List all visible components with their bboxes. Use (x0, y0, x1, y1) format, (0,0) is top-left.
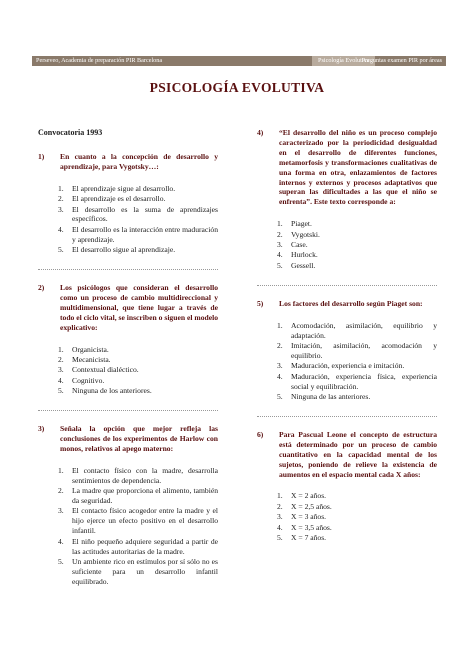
question-text: Para Pascual Leone el concepto de estructura está determinado por un proceso de cambio cuantitativo en la capacidad mental de los sujetos, poniendo de relieve la existencia de aumentos en el espacio mental cada X años: (279, 429, 437, 479)
answer-option (58, 486, 218, 506)
right-column (257, 128, 437, 557)
option-text: La madre que proporciona el alimento, también da seguridad. (72, 486, 218, 506)
option-number: 1. (58, 344, 64, 354)
answer-option (277, 341, 437, 361)
option-number: 5. (277, 260, 283, 270)
left-column (38, 128, 218, 601)
header-academy: Perseveo, Academia de preparación PIR Barcelona (36, 57, 163, 64)
answer-option (277, 533, 437, 543)
option-number: 4. (58, 536, 64, 546)
answer-option (277, 502, 437, 512)
question (38, 283, 218, 333)
question-text: Señala la opción que mejor refleja las conclusiones de los experimentos de Harlow con monos, relativos al apego materno: (60, 424, 218, 453)
question-number: 6) (257, 429, 264, 439)
answer-option (58, 557, 218, 587)
option-text: El contacto físico acogedor entre la madre y el hijo ejerce un efecto positivo en el desarrollo infantil. (72, 506, 218, 536)
running-header (32, 56, 446, 66)
answer-option (58, 184, 218, 194)
answer-options (277, 491, 437, 543)
option-text: El aprendizaje sigue al desarrollo. (72, 183, 176, 193)
option-text: Ninguna de los anteriores. (72, 386, 152, 396)
answer-options (58, 345, 218, 397)
question (38, 424, 218, 454)
option-text: Imitación, asimilación, acomodación y equilibrio. (291, 341, 437, 360)
question-text: Los psicólogos que consideran el desarrollo como un proceso de cambio multidireccional y multidimensional, que tiene lugar a través de todo el ciclo vital, se inscriben o siguen el modelo explicativo: (60, 283, 218, 332)
option-number: 5. (277, 392, 283, 402)
option-number: 1. (277, 491, 283, 501)
option-text: Piaget. (291, 219, 312, 229)
header-section: Preguntas examen PIR por áreas (361, 57, 442, 64)
option-number: 4. (58, 375, 64, 385)
option-text: El desarrollo es la interacción entre maduración y aprendizaje. (72, 224, 218, 244)
question-text: En cuanto a la concepción de desarrollo y aprendizaje, para Vygotsky…: (60, 151, 218, 171)
option-text: Maduración, experiencia física, experiencia social y equilibración. (291, 371, 437, 391)
option-number: 5. (277, 533, 283, 543)
answer-option (58, 225, 218, 245)
option-text: Un ambiente rico en estímulos por sí sólo no es suficiente para un desarrollo infantil equilibrado. (72, 557, 218, 586)
answer-option (58, 365, 218, 375)
page-title: PSICOLOGÍA EVOLUTIVA (149, 80, 325, 95)
option-text: El aprendizaje es el desarrollo. (72, 194, 166, 204)
answer-option (277, 512, 437, 522)
option-text: Gessell. (291, 260, 316, 270)
option-number: 5. (58, 245, 64, 255)
question (257, 430, 437, 480)
option-number: 1. (58, 465, 64, 475)
option-text: El niño pequeño adquiere seguridad a partir de las actitudes autoritarias de la madre. (72, 536, 218, 556)
option-number: 4. (277, 371, 283, 381)
answer-option (58, 466, 218, 486)
option-text: X = 2 años. (291, 491, 327, 501)
option-number: 4. (277, 522, 283, 532)
answer-option (58, 506, 218, 536)
option-text: X = 3,5 años. (291, 522, 332, 532)
option-text: Ninguna de las anteriores. (291, 392, 371, 402)
option-text: X = 2,5 años. (291, 501, 332, 511)
answer-option (277, 372, 437, 392)
question-separator (38, 269, 218, 270)
answer-option (277, 219, 437, 229)
question-separator (257, 416, 437, 417)
option-number: 2. (277, 229, 283, 239)
option-number: 3. (277, 240, 283, 250)
question-text: Los factores del desarrollo según Piaget son: (279, 298, 423, 308)
answer-options (277, 219, 437, 271)
convocatoria-heading: Convocatoria 1993 (38, 128, 103, 137)
question (257, 128, 437, 207)
answer-option (58, 386, 218, 396)
option-number: 4. (58, 224, 64, 234)
option-number: 1. (277, 320, 283, 330)
option-text: X = 3 años. (291, 512, 327, 522)
option-text: Hurlock. (291, 250, 318, 260)
option-text: El desarrollo es la suma de aprendizajes específicos. (72, 204, 218, 224)
answer-option (277, 392, 437, 402)
option-text: Cognitivo. (72, 375, 105, 385)
answer-option (58, 345, 218, 355)
option-text: Case. (291, 240, 308, 250)
option-number: 2. (58, 486, 64, 496)
option-text: El contacto físico con la madre, desarrolla sentimientos de dependencia. (72, 465, 218, 485)
option-text: Contextual dialéctico. (72, 365, 139, 375)
answer-option (277, 250, 437, 260)
option-number: 5. (58, 557, 64, 566)
answer-options (58, 466, 218, 587)
option-text: X = 7 años. (291, 533, 327, 543)
option-text: Vygotski. (291, 229, 320, 239)
answer-option (58, 205, 218, 225)
answer-option (58, 537, 218, 557)
question-number: 1) (38, 151, 45, 161)
option-number: 4. (277, 250, 283, 260)
question-number: 5) (257, 298, 264, 308)
option-number: 1. (58, 183, 64, 193)
option-number: 5. (58, 386, 64, 396)
answer-option (277, 361, 437, 371)
question-text: “El desarrollo del niño es un proceso complejo caracterizado por la periodicidad desigualdad en el desarrollo de diferentes funciones, metamorfosis y transformaciones cualitativas de una forma en otra, enlazamientos de factores internos y externos y procesos adaptativos que superan las dificultades a las que el niño se enfrenta”. Este texto corresponde a: (279, 128, 437, 207)
header-subject: Psicología Evolutiva (312, 56, 375, 66)
option-text: El desarrollo sigue al aprendizaje. (72, 245, 176, 255)
option-number: 3. (277, 361, 283, 371)
answer-option (277, 261, 437, 271)
answer-options (277, 321, 437, 402)
question (38, 152, 218, 172)
answer-option (277, 321, 437, 341)
answer-option (277, 491, 437, 501)
question-number: 3) (38, 424, 45, 434)
option-text: Acomodación, asimilación, equilibrio y adaptación. (291, 320, 437, 340)
answer-option (277, 230, 437, 240)
answer-options (58, 184, 218, 255)
option-number: 1. (277, 219, 283, 229)
option-number: 3. (58, 204, 64, 214)
answer-option (58, 194, 218, 204)
option-number: 3. (58, 365, 64, 375)
option-text: Mecanicista. (72, 355, 111, 364)
answer-option (58, 355, 218, 365)
question (257, 299, 437, 309)
option-text: Organicista. (72, 344, 109, 354)
option-number: 3. (58, 506, 64, 516)
option-text: Maduración, experiencia e imitación. (291, 361, 405, 371)
answer-option (58, 245, 218, 255)
question-separator (257, 285, 437, 286)
option-number: 2. (58, 194, 64, 204)
answer-option (277, 240, 437, 250)
option-number: 2. (277, 501, 283, 511)
option-number: 3. (277, 512, 283, 522)
question-number: 2) (38, 283, 45, 293)
option-number: 2. (58, 355, 64, 364)
answer-option (58, 376, 218, 386)
answer-option (277, 523, 437, 533)
option-number: 2. (277, 341, 283, 350)
question-number: 4) (257, 128, 264, 137)
question-separator (38, 410, 218, 411)
